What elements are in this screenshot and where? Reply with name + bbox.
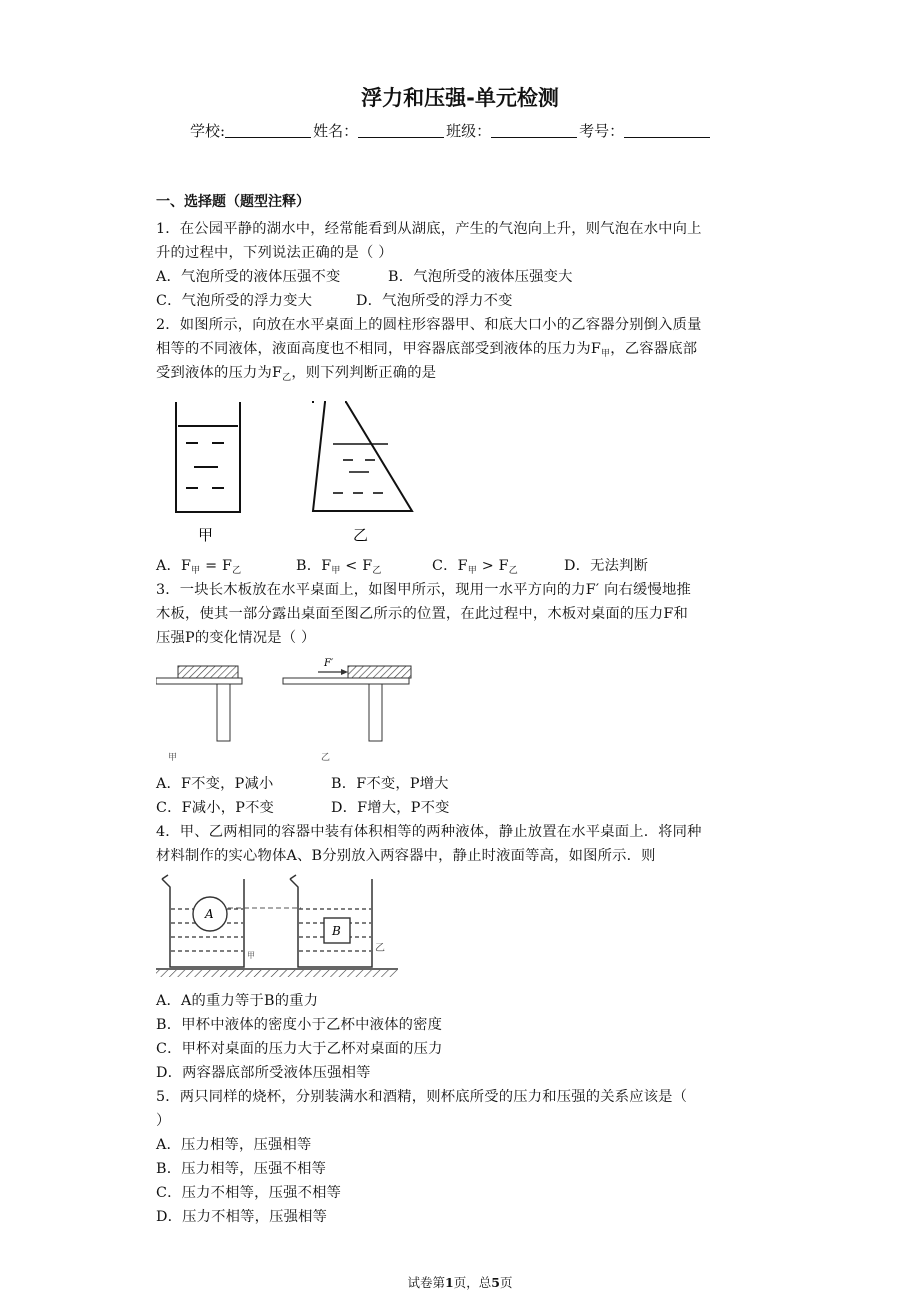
q3-table-left xyxy=(156,678,242,741)
q2-stem-line1: 2．如图所示，向放在水平桌面上的圆柱形容器甲、和底大口小的乙容器分别倒入质量 xyxy=(156,317,702,333)
q1-option-c[interactable]: C．气泡所受的浮力变大 xyxy=(156,293,313,309)
number-label: 考号： xyxy=(579,122,625,140)
q2-stem-line2-text: 相等的不同液体，液面高度也不相同，甲容器底部受到液体的压力为F xyxy=(156,341,602,357)
q5-option-b[interactable]: B．压力相等，压强不相等 xyxy=(156,1161,327,1177)
q3-figure xyxy=(156,654,421,766)
q3-fig-label-right: 乙 xyxy=(321,753,331,763)
page-title: 浮力和压强-单元检测 xyxy=(361,86,559,110)
q3-option-d[interactable]: D．F增大，P不变 xyxy=(331,800,450,816)
q2-option-c-sub1: 甲 xyxy=(467,566,477,576)
q4-label-b: B xyxy=(332,924,341,938)
q2-option-b[interactable] xyxy=(296,555,432,576)
q2-option-d[interactable]: D．无法判断 xyxy=(564,558,649,574)
q2-stem-line3-tail: ，则下列判断正确的是 xyxy=(291,365,437,381)
q2-option-a-mid: = F xyxy=(200,558,233,574)
q2-option-c-sub2: 乙 xyxy=(508,566,518,576)
q2-option-b-sub1: 甲 xyxy=(331,566,341,576)
q2-cone-container xyxy=(313,402,412,511)
q2-options-row xyxy=(156,555,648,576)
q5-option-a[interactable]: A．压力相等，压强相等 xyxy=(156,1137,312,1153)
q4-option-c[interactable]: C．甲杯对桌面的压力大于乙杯对桌面的压力 xyxy=(156,1041,443,1057)
page-footer xyxy=(0,1273,920,1291)
q2-option-a-text: A．F xyxy=(156,558,192,574)
q1-stem-line2: 升的过程中，下列说法正确的是（ ） xyxy=(156,245,393,261)
q4-fig-label-right: 乙 xyxy=(375,943,385,954)
q3-stem-line3: 压强P的变化情况是（ ） xyxy=(156,630,316,646)
name-blank[interactable] xyxy=(358,123,444,138)
number-blank[interactable] xyxy=(624,123,710,138)
q3-fig-label-left: 甲 xyxy=(168,753,178,763)
q2-option-b-sub2: 乙 xyxy=(372,566,382,576)
q4-fig-label-left: 甲 xyxy=(247,951,255,960)
q4-stem-line1: 4．甲、乙两相同的容器中装有体积相等的两种液体，静止放置在水平桌面上．将同种 xyxy=(156,824,702,840)
class-blank[interactable] xyxy=(491,123,577,138)
q4-option-a[interactable]: A．A的重力等于B的重力 xyxy=(156,993,319,1009)
q2-figure xyxy=(160,398,430,550)
q4-stem-line2: 材料制作的实心物体A、B分别放入两容器中，静止时液面等高，如图所示．则 xyxy=(156,848,656,864)
q4-label-a: A xyxy=(205,907,214,921)
q2-option-b-mid: < F xyxy=(340,558,373,574)
q3-board-right xyxy=(348,666,411,678)
section-heading: 一、选择题（题型注释） xyxy=(156,194,310,210)
q2-option-a[interactable] xyxy=(156,555,296,576)
q4-option-d[interactable]: D．两容器底部所受液体压强相等 xyxy=(156,1065,371,1081)
q2-fig-label-left: 甲 xyxy=(198,526,214,544)
q2-stem-line2-tail: ，乙容器底部 xyxy=(610,341,698,357)
q1-option-b[interactable]: B．气泡所受的液体压强变大 xyxy=(388,269,573,285)
q2-stem-line3-text: 受到液体的压力为F xyxy=(156,365,283,381)
q2-sub-jia: 甲 xyxy=(601,349,611,359)
q5-stem-line1: 5．两只同样的烧杯，分别装满水和酒精，则杯底所受的压力和压强的关系应该是（ xyxy=(156,1089,688,1105)
q5-option-c[interactable]: C．压力不相等，压强不相等 xyxy=(156,1185,342,1201)
q3-option-a[interactable]: A．F不变，P减小 xyxy=(156,776,274,792)
q3-stem-line1: 3．一块长木板放在水平桌面上，如图甲所示，现用一水平方向的力F′ 向右缓慢地推 xyxy=(156,582,691,598)
q4-figure xyxy=(156,871,406,983)
q4-option-b[interactable]: B．甲杯中液体的密度小于乙杯中液体的密度 xyxy=(156,1017,443,1033)
school-blank[interactable] xyxy=(225,123,311,138)
q3-force-arrowhead xyxy=(341,669,348,675)
footer-page-number: 1 xyxy=(445,1275,454,1290)
school-label: 学校: xyxy=(190,122,226,140)
footer-middle: 页，总 xyxy=(453,1275,492,1290)
footer-total-pages: 5 xyxy=(491,1275,500,1290)
q3-options-row2 xyxy=(156,797,450,817)
q2-stem-line2 xyxy=(156,338,697,359)
q2-sub-yi: 乙 xyxy=(282,373,292,383)
q2-stem-line3 xyxy=(156,362,436,383)
footer-prefix: 试卷第 xyxy=(407,1275,446,1290)
q2-option-c-mid: > F xyxy=(476,558,509,574)
q3-options-row1 xyxy=(156,773,449,793)
q2-option-a-sub2: 乙 xyxy=(232,566,242,576)
q3-board-left xyxy=(178,666,238,678)
q2-cylinder-container xyxy=(176,402,240,512)
q3-table-right xyxy=(283,678,409,741)
student-info-row xyxy=(190,120,712,141)
q3-option-b[interactable]: B．F不变，P增大 xyxy=(331,776,449,792)
q3-stem-line2: 木板，使其一部分露出桌面至图乙所示的位置，在此过程中，木板对桌面的压力F和 xyxy=(156,606,689,622)
q1-options-row1 xyxy=(156,266,573,286)
q3-option-c[interactable]: C．F减小，P不变 xyxy=(156,800,275,816)
q4-ground-hatch xyxy=(156,970,398,977)
q5-stem-line2: ） xyxy=(156,1113,171,1129)
footer-suffix: 页 xyxy=(499,1275,513,1290)
q1-stem-line1: 1．在公园平静的湖水中，经常能看到从湖底，产生的气泡向上升，则气泡在水中向上 xyxy=(156,221,702,237)
q1-option-a[interactable]: A．气泡所受的液体压强不变 xyxy=(156,269,341,285)
q5-option-d[interactable]: D．压力不相等，压强相等 xyxy=(156,1209,328,1225)
name-label: 姓名： xyxy=(313,122,359,140)
q2-option-c[interactable] xyxy=(432,555,564,576)
class-label: 班级： xyxy=(446,122,492,140)
q1-options-row2 xyxy=(156,290,513,310)
q2-option-a-sub1: 甲 xyxy=(191,566,201,576)
q1-option-d[interactable]: D．气泡所受的浮力不变 xyxy=(356,293,513,309)
q2-option-c-text: C．F xyxy=(432,558,468,574)
q3-force-label: F′ xyxy=(324,658,334,669)
q2-option-b-text: B．F xyxy=(296,558,332,574)
q2-fig-label-right: 乙 xyxy=(353,526,369,544)
